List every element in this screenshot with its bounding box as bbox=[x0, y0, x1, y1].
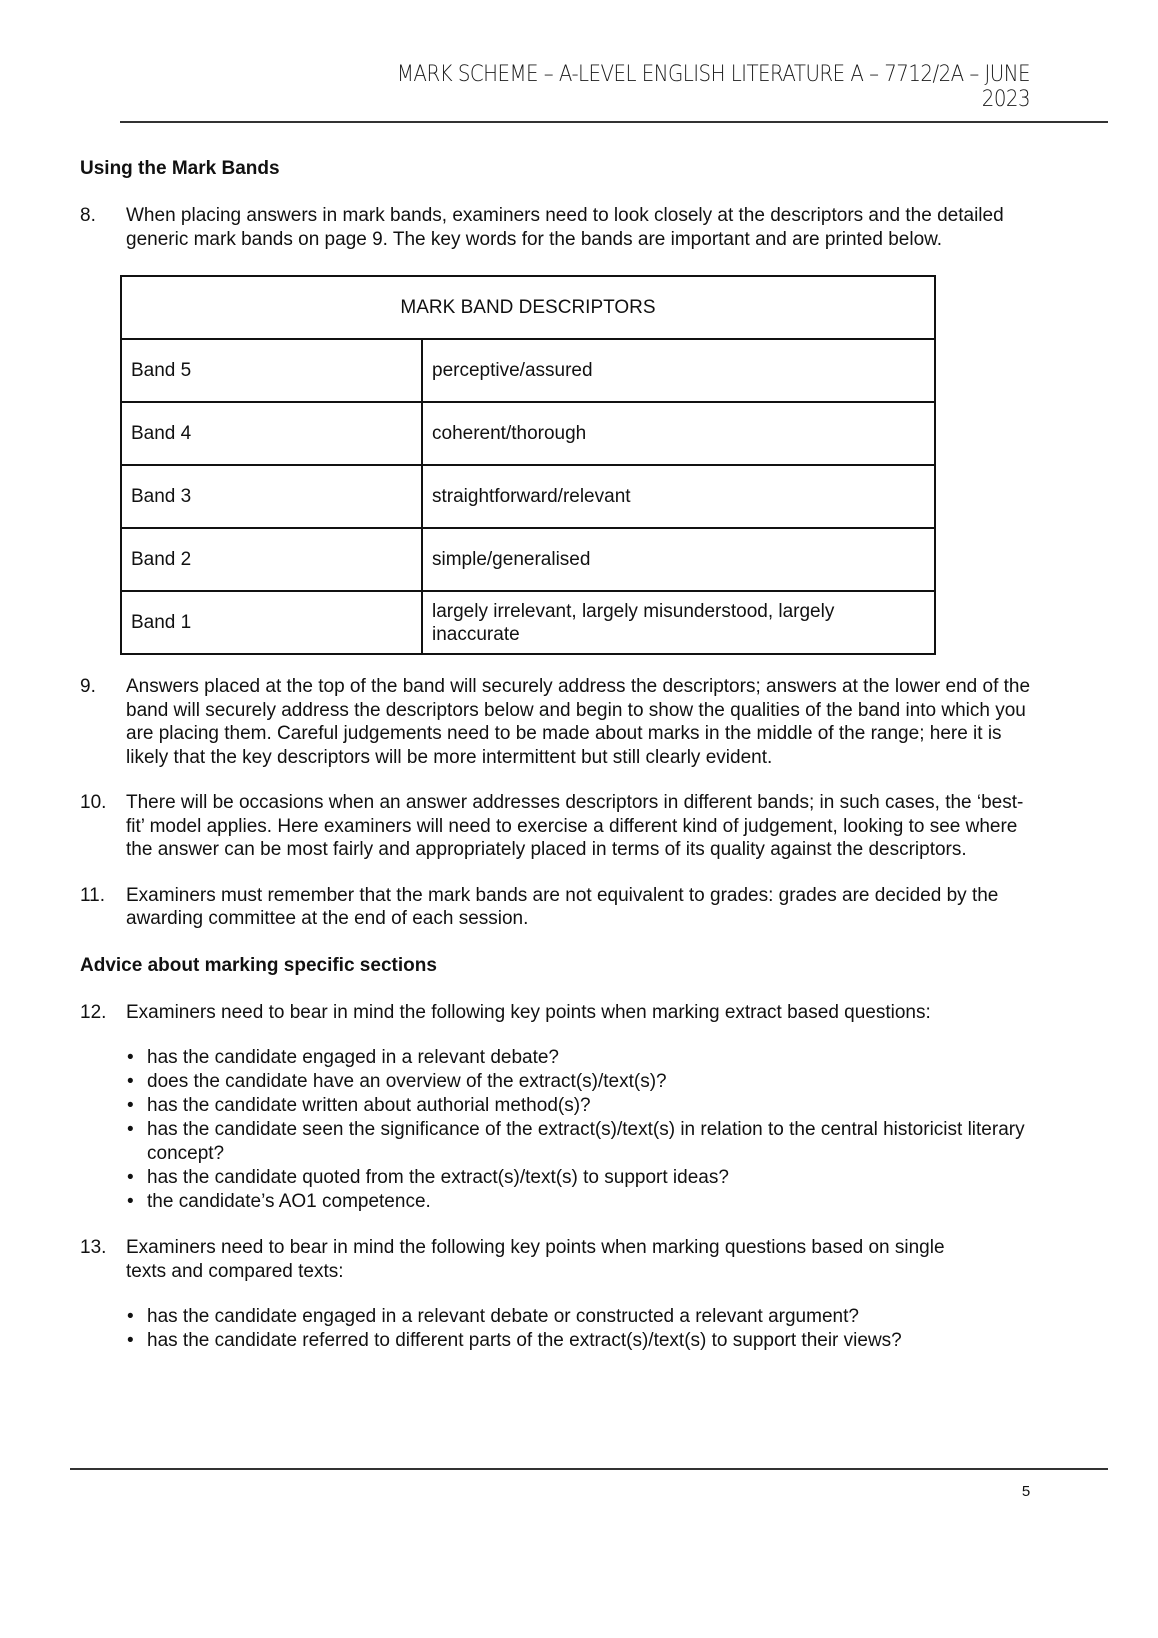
paragraph-text: Examiners must remember that the mark bands are not equivalent to grades: grades are decided by the awarding committee at the end of each session. bbox=[126, 884, 999, 929]
table-row bbox=[121, 339, 935, 402]
band-label: Band 4 bbox=[121, 402, 422, 465]
page-content bbox=[80, 156, 1040, 1353]
list-item: • has the candidate engaged in a relevant debate or constructed a relevant argument? bbox=[147, 1305, 1040, 1329]
list-item: • has the candidate quoted from the extract(s)/text(s) to support ideas? bbox=[147, 1166, 1040, 1190]
footer-divider bbox=[70, 1468, 1108, 1470]
list-item: • does the candidate have an overview of the extract(s)/text(s)? bbox=[147, 1070, 1040, 1094]
band-descriptor: coherent/thorough bbox=[422, 402, 935, 465]
list-item: • has the candidate seen the significance of the extract(s)/text(s) in relation to the central historicist literary concept? bbox=[147, 1118, 1040, 1166]
paragraph-number: 12. bbox=[80, 1001, 107, 1023]
table-row bbox=[121, 528, 935, 591]
header-divider bbox=[120, 121, 1108, 123]
page-number: 5 bbox=[1021, 1483, 1031, 1500]
band-label: Band 3 bbox=[121, 465, 422, 528]
table-header-row bbox=[121, 276, 935, 339]
list-item: • has the candidate engaged in a relevant debate? bbox=[147, 1046, 1040, 1070]
paragraph-8 bbox=[80, 204, 1040, 251]
paragraph-text: Examiners need to bear in mind the following key points when marking questions based on single texts and compared texts: bbox=[126, 1237, 945, 1282]
table-row bbox=[121, 465, 935, 528]
paragraph-text: Answers placed at the top of the band will securely address the descriptors; answers at the lower end of the band will securely address the descriptors below and begin to show the qualities of the band into which you are placing them. Careful judgements need to be made about marks in the middle of the range; here it is likely that the key descriptors will be more intermittent but still clearly evident. bbox=[126, 676, 1031, 768]
mark-band-descriptors-table bbox=[120, 275, 936, 655]
section-heading-advice: Advice about marking specific sections bbox=[80, 954, 437, 976]
band-descriptor: largely irrelevant, largely misunderstood, largely inaccurate bbox=[422, 591, 935, 654]
table-title: MARK BAND DESCRIPTORS bbox=[121, 276, 935, 339]
single-compared-texts-key-points bbox=[126, 1305, 1040, 1353]
band-label: Band 5 bbox=[121, 339, 422, 402]
paragraph-text: There will be occasions when an answer addresses descriptors in different bands; in such cases, the ‘best-fit’ model applies. Here examiners will need to exercise a different kind of judgement, looking to see where the answer can be most fairly and appropriately placed in terms of its quality against the descriptors. bbox=[126, 792, 1024, 860]
paragraph-number: 10. bbox=[80, 792, 107, 813]
band-label: Band 1 bbox=[121, 591, 422, 654]
table-row bbox=[121, 591, 935, 654]
band-descriptor: simple/generalised bbox=[422, 528, 935, 591]
paragraph-11 bbox=[80, 884, 1040, 931]
band-descriptor: straightforward/relevant bbox=[422, 465, 935, 528]
paragraph-number: 9. bbox=[80, 676, 96, 697]
section-heading-using-mark-bands: Using the Mark Bands bbox=[80, 158, 280, 179]
paragraph-9 bbox=[80, 675, 1040, 769]
paragraph-text: When placing answers in mark bands, examiners need to look closely at the descriptors and the detailed generic mark bands on page 9. The key words for the bands are important and are printed below. bbox=[126, 205, 1004, 250]
paragraph-13 bbox=[80, 1236, 1040, 1283]
extract-questions-key-points bbox=[126, 1046, 1040, 1214]
paragraph-number: 13. bbox=[80, 1237, 107, 1258]
paragraph-12 bbox=[80, 1001, 1040, 1025]
band-label: Band 2 bbox=[121, 528, 422, 591]
page-header-title: MARK SCHEME – A-LEVEL ENGLISH LITERATURE A – 7712/2A – JUNE 2023 bbox=[396, 62, 1030, 112]
paragraph-10 bbox=[80, 791, 1040, 862]
paragraph-number: 8. bbox=[80, 205, 96, 226]
band-descriptor: perceptive/assured bbox=[422, 339, 935, 402]
list-item: • has the candidate referred to different parts of the extract(s)/text(s) to support their views? bbox=[147, 1329, 1040, 1353]
table-row bbox=[121, 402, 935, 465]
list-item: • has the candidate written about authorial method(s)? bbox=[147, 1094, 1040, 1118]
paragraph-number: 11. bbox=[80, 884, 106, 906]
list-item: • the candidate’s AO1 competence. bbox=[147, 1190, 1040, 1214]
paragraph-text: Examiners need to bear in mind the following key points when marking extract based questions: bbox=[126, 1001, 931, 1023]
